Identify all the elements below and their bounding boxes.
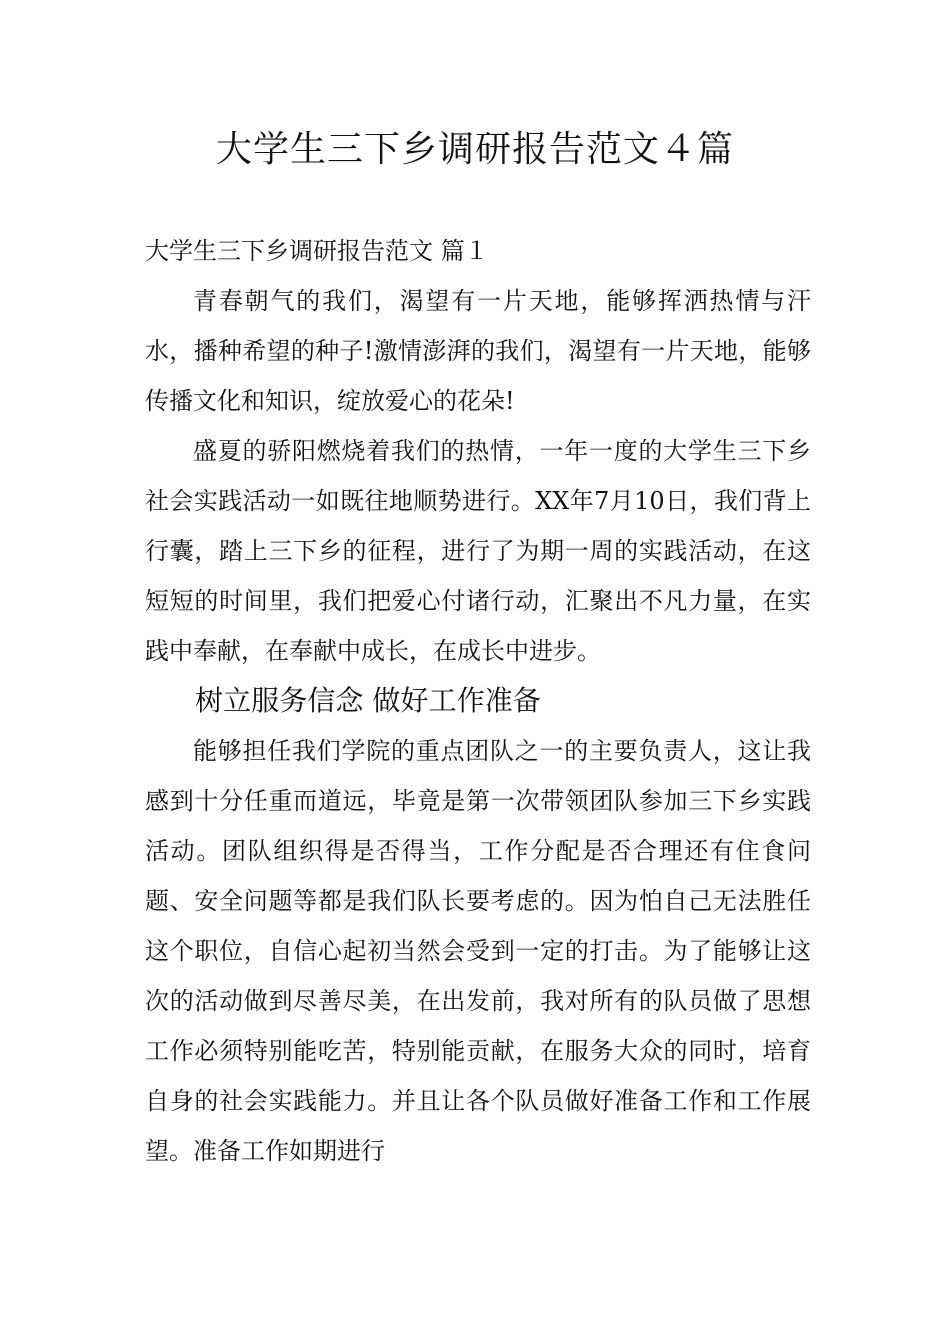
paragraph-1: 青春朝气的我们，渴望有一片天地，能够挥洒热情与汗水，播种希望的种子!激情澎湃的我们，渴望有一片天地，能够传播文化和知识，绽放爱心的花朵! (145, 287, 811, 415)
subheading: 树立服务信念 做好工作准备 (195, 684, 541, 717)
paragraph-2: 盛夏的骄阳燃烧着我们的热情，一年一度的大学生三下乡社会实践活动一如既往地顺势进行。XX年7月10日，我们背上行囊，踏上三下乡的征程，进行了为期一周的实践活动，在这短短的时间里，我们把爱心付诸行动，汇聚出不凡力量，在实践中奉献，在奉献中成长，在成长中进步。 (145, 437, 811, 665)
paragraph-3: 能够担任我们学院的重点团队之一的主要负责人，这让我感到十分任重而道远，毕竟是第一次带领团队参加三下乡实践活动。团队组织得是否得当，工作分配是否合理还有住食问题、安全问题等都是我们队长要考虑的。因为怕自己无法胜任这个职位，自信心起初当然会受到一定的打击。为了能够让这次的活动做到尽善尽美，在出发前，我对所有的队员做了思想工作必须特别能吃苦，特别能贡献，在服务大众的同时，培育自身的社会实践能力。并且让各个队员做好准备工作和工作展望。准备工作如期进行 (145, 737, 811, 1165)
document-title: 大学生三下乡调研报告范文４篇 (215, 129, 734, 170)
document-body (145, 226, 811, 1176)
section-heading: 大学生三下乡调研报告范文 篇１ (145, 237, 489, 265)
